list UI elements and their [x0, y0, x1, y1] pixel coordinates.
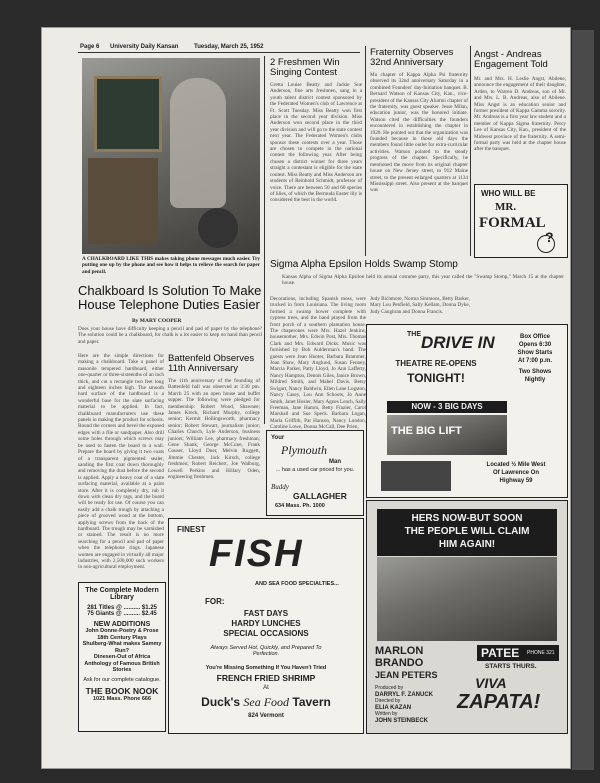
page-number: Page 6 [80, 44, 100, 50]
drivein-tonight: TONIGHT! [407, 371, 465, 385]
fraternity-body: Mu chapter of Kappa Alpha Psi fraternity observed its 32nd anniversary Saturday in a combined Founders' day-Initiation banquet. B. Bernard Watson of Kansas City, Kan., vice-president of the Kansas City Alumni chapter of the fraternity, was guest speaker. Jesse Milan, education junior, was the honored initiate. Watson cited the difficulties the founders encountered in establishing the chapter in 1920. He pointed out that the organization was founded because in those old days the members found little outlet for extra-curricular activities. Watson pointed to the steady progress of the chapter. Specifically, he mentioned the move from its original chapter house on New Jersey street, to 912 Maine street, to the present enlarged quarters at 1134 Mississippi street. Also present at the banquet was [370, 72, 468, 194]
zapata-star2: BRANDO [375, 657, 424, 669]
drivein-box3: Show Starts [517, 350, 553, 356]
plymouth-your: Your [271, 435, 285, 441]
book-nook-ad [78, 582, 166, 732]
singers-headline: 2 Freshmen Win Singing Contest [270, 57, 340, 78]
battenfeld-body: The 11th anniversary of the founding of Battenfeld hall was observed at 3:30 pm. March 25 with an open house and buffet supper. The following were pledged for membership: Robert Wood, Shawnee; James Kreck, Richard Murphy, college senior; Kermit Hollingsworth, pharmacy senior; Robert Stewart, journalism junior; Charles Church, Lyle Anderson, business juniors; William Lee, pharmacy freshman; Gene Shank, George McCune, Frank Couser, Lloyd Duer, Melvin Ruggett, Jimmie Chester, Jack Kirsch, college freshmen; Robert Reichert, Joe Walburg, Lowell Perkins and Hillary Oden, engineering freshmen. [168, 378, 260, 481]
ducks-name-2: Sea Food [243, 695, 290, 709]
plymouth-man: Man [329, 459, 341, 465]
angst-body: Mr. and Mrs. H. Leslie Angst, Abilene, announce the engagement of their daughter, Arden, to Warren D. Andreas, son of Mr. and Mrs. L. B. Andreas, also of Abilene. Miss Angst is an education senior and former president of Kappa Gamma sorority. Mr. Andreas is a first year law student and a member of Kappa Sigma fraternity. Percy Lee of Kansas City, Kan., president of the Midwest province of the fraternity. A semi-formal party was held at the chapter house after the banquet. [474, 76, 566, 153]
plymouth-desc: ... has a used car priced for you. [275, 467, 355, 473]
chalkboard-headline: Chalkboard Is Solution To Make House Telephone Duties Easier [78, 283, 262, 312]
book-ad-title: The Complete Modern Library [85, 587, 159, 601]
book-ad-items: John Donne-Poetry & Prose 18th Century Plays Shulberg-What makes Sammy Run? Dinesen-Out of Africa Anthology of Famous British Stories [82, 628, 162, 673]
zapata-starts: STARTS THURS. [485, 663, 537, 670]
brando-peters-photo [377, 557, 557, 641]
drivein-loc1: Located ½ Mile West [486, 462, 546, 468]
drivein-box2: Opens 6:30 [518, 342, 552, 348]
occasions-list: FAST DAYS HARDY LUNCHES SPECIAL OCCASIONS [223, 609, 309, 638]
zapata-star1: MARLON [375, 645, 424, 657]
fish-headline: FISH [209, 533, 304, 575]
big-lift-poster [387, 415, 507, 455]
served-text: Always Served Hot, Quickly, and Prepared To Perfection. [210, 645, 322, 657]
book-ad-new: NEW ADDITIONS [93, 621, 151, 628]
ducks-seafood-ad [168, 518, 364, 734]
zapata-viva: VIVA [475, 675, 507, 691]
sae-lead: Kansas Alpha of Sigma Alpha Epsilon held its annual costume party, this year called the "Swamp Stomp," March 15 at the chapter house. [282, 274, 564, 287]
drivein-loc3: Highway 59 [499, 478, 533, 484]
book-ad-store: THE BOOK NOOK [85, 685, 159, 696]
zapata-prod2: DARRYL F. ZANUCK [375, 691, 433, 698]
zapata-news3: HIM AGAIN! [438, 539, 496, 550]
book-ad-ask: Ask for our complete catalogue. [83, 676, 161, 683]
finest-label: FINEST [177, 525, 206, 534]
drivein-box4: At 7:00 p.m. [517, 358, 552, 364]
formal-line1: WHO WILL BE [481, 189, 536, 198]
formal-line3: FORMAL [479, 215, 546, 231]
plymouth-buddy: Buddy [271, 483, 289, 491]
drivein-the: THE [407, 331, 421, 338]
drive-in-ad [366, 324, 568, 498]
drivein-loc2: Of Lawrence On [492, 470, 539, 476]
chalkboard-body: Here are the simple directions for making a chalkboard. Take a panel of masonite tempered hardboard, either one-quarter or three-sixteenths of an inch thick, and cut a rectangle two feet long and eighteen inches high. The smooth hard surface of the hardboard is a wonderful base for the slate surfacing material to be applied. In fact, chalkboard manufacturers use these panels in making the product for schools. Round the corners and bevel the exposed edges with a file or sandpaper. Also drill some holes through which screws may be used to fasten the board to a wall. Prepare the board by giving it two coats of a transparent pigmented sealer, sanding the first coat down thoroughly and removing the dust before the second is applied. Apply a heavy coat of a slate surfacing material, available at a paint store. After it is completely dry, rub it down with clean dry rags, and the board will be ready for use. Of course you can easily add a chalk trough by attaching a piece of grooved wood at the bottom, applying screws from the back of the hardboard. The trough may be varnished or stained. The result is no more searching for a pencil and pad of paper when the telephone rings. Japanese women are engaged in virtually all major industries, with 2,500,000 such workers in non-agricultural employment. [78, 353, 164, 571]
zapata-tagline [377, 509, 557, 556]
drivein-name: DRIVE IN [421, 333, 495, 352]
for-label: FOR: [205, 597, 225, 606]
zapata-title: ZAPATA! [457, 691, 541, 713]
bookshelf-image [88, 158, 158, 244]
zapata-star3: JEAN PETERS [375, 670, 438, 680]
zapata-wri2: JOHN STEINBECK [375, 717, 429, 724]
drivein-shows1: Two Shows [518, 369, 552, 375]
drivein-reopens: THEATRE RE-OPENS [395, 359, 477, 368]
cartoon-face-icon [537, 235, 555, 253]
chalkboard-image [94, 76, 162, 152]
battenfeld-headline: Battenfeld Observes 11th Anniversary [168, 353, 255, 374]
ducks-name-3: Tavern [292, 695, 331, 709]
sae-col1: Decorations, including Spanish moss, were trucked in from Louisiana. The living room formed a swamp bower complete with cypress trees, and the band played from the front porch of a southern plantation house. The chaperones were Mrs. Hazel Jenkins, housemother, Mrs. Edwin Post, Mrs. Thomas Clark and Mrs. Edward Dicks. Music was furnished by Bob Aulderman's band. The guests were Jean Hunter, Barbara Brammer, Joan Shaw, Mary Anglund, Susan Fenney, Marcia Parker, Patty Lloyd, Jo Ann Lafferty, Nancy Hampton, Dennis Giles, Janice Brown, Mildred Smith, and Mabel Davis. Betsy Swigart, Nancy Baldwin, Ellen Lane Logston, Nancy Casey, Lou Ann Schoots, Jo Anne Smith, Janet Hosler, Mary Agnes Leach, Sally Freeman, Jane Hamm, Betty Frazier, Carol Marshall and Sue Speck. Barbara Logan, Marla Griffith, Pat Hanson, Nancy London, Caroline Lowe, Donna McCall, Dee Prien, [270, 296, 366, 431]
plymouth-name: GALLAGHER [293, 491, 347, 501]
drivein-location [467, 461, 565, 485]
shrimp-text: FRENCH FRIED SHRIMP [216, 673, 316, 683]
column-rule-1 [264, 56, 265, 424]
zapata-wri1: Written by [375, 711, 398, 717]
zapata-news2: THE PEOPLE WILL CLAIM [404, 526, 530, 537]
issue-date: Tuesday, March 25, 1952 [194, 44, 264, 50]
zapata-credits [375, 685, 433, 724]
book-ad-line2: 75 Giants @ .......... $2.45 [87, 611, 157, 617]
formal-line2: MR. [495, 201, 517, 213]
header-rule [78, 52, 360, 53]
paper-name: University Daily Kansan [110, 44, 179, 50]
plymouth-ad [266, 430, 364, 516]
column-rule-3 [470, 46, 471, 256]
angst-headline: Angst - Andreas Engagement Told [474, 49, 548, 70]
at-text: At [263, 685, 269, 691]
zapata-stars [375, 645, 438, 681]
zapata-news1: HERS NOW-BUT SOON [411, 513, 523, 524]
adjacent-page-edge [572, 30, 594, 770]
mr-formal-ad [474, 184, 568, 258]
chalkboard-photo [82, 58, 260, 254]
singers-body: Gretta Louise Beatty and Jackie Sue Anderson, fine arts freshmen, sang in a youth talent district contest sponsored by the Federated Women's club of Lawrence at Ft. Scott Tuesday. Miss Beatty won first place in the second year division. Miss Anderson won second place in the third year division and will go to the state contest next year. The Federated Women's clubs sponsor these contests over a year. Those are chosen to compete in the national contest the following year. After being chosen a district winner for three years straight a contestant is eligible for the state contest. Miss Beatty and Miss Anderson are students of Reinhold Schmidt, professor of voice. There are between 50 and 60 species of lilies, of which the Bermuda Easter lily is considered the best in the world. [270, 82, 362, 204]
sae-headline: Sigma Alpha Epsilon Holds Swamp Stomp [270, 259, 458, 270]
woman-figure [170, 78, 226, 208]
zapata-prod1: Produced by [375, 685, 404, 691]
movie-title: THE BIG LIFT [391, 425, 462, 437]
drivein-boxoffice [507, 333, 563, 384]
book-ad-line1: 281 Titles @ .......... $1.25 [87, 605, 157, 611]
ducks-name [169, 695, 363, 710]
drivein-shows2: Nightly [524, 377, 546, 383]
ducks-name-1: Duck's [201, 695, 241, 709]
drivein-box1: Box Office [519, 334, 550, 340]
viva-zapata-ad [366, 500, 568, 734]
patee-phone: PHONE 321 [527, 650, 555, 656]
photo-caption: A CHALKBOARD LIKE THIS makes taking phone messages much easier. Try putting one up by the phone and see how it helps to relieve the search for paper and pencil. [82, 256, 260, 275]
sae-col2: Judy Bichmore, Norma Simmons, Betty Barker, Mary Lou Penfield, Sally Kellam, Donna Dyke, Judy Caughran and Donna Francis. [370, 296, 470, 315]
byline: By MARY COOPER [132, 318, 182, 324]
column-rule-2 [365, 46, 366, 256]
formal-question: ? [545, 229, 554, 245]
newspaper-page [42, 28, 570, 768]
plymouth-brand: Plymouth [281, 443, 327, 457]
ducks-addr: 824 Vermont [248, 713, 284, 719]
patee-name: PATEE [481, 646, 520, 660]
fraternity-headline: Fraternity Observes 32nd Anniversary [370, 47, 454, 68]
zapata-dir2: ELIA KAZAN [375, 704, 412, 711]
drivein-now: NOW - 3 BIG DAYS [387, 401, 507, 413]
car-image [381, 461, 451, 491]
promise-text: You're Missing Something If You Haven't Tried [205, 665, 327, 671]
patee-banner [477, 645, 559, 661]
book-ad-addr: 1021 Mass. Phone 666 [92, 695, 152, 702]
zapata-dir1: Directed by [375, 698, 401, 704]
seafood-specialties: AND SEA FOOD SPECIALTIES... [255, 581, 339, 587]
plymouth-addr: 634 Mass. Ph. 1000 [275, 503, 325, 509]
chair-image [198, 208, 238, 248]
chalkboard-lead: Does your house have difficulty keeping a pencil and pad of paper by the telephone? The solution could be a chalkboard, for chalk is a lot easier to keep on hand than pencil and paper. [78, 326, 262, 345]
